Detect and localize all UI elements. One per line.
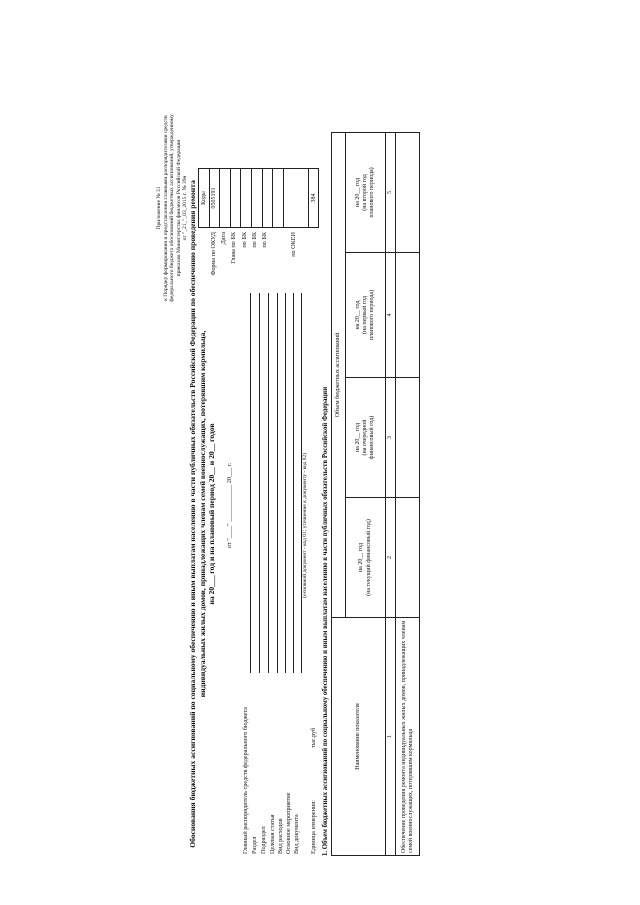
label-bk-3: по БК — [261, 232, 269, 248]
col-plan1-l3: планового периода) — [369, 289, 376, 341]
code-okei: 384 — [308, 169, 319, 228]
label-doc-type: Вид документа — [293, 814, 300, 854]
col-name-header: Наименование показателя — [332, 618, 386, 856]
col-number-2: 2 — [386, 498, 396, 618]
col-number-1: 1 — [386, 618, 396, 856]
cell-next[interactable] — [396, 378, 420, 498]
label-okei: по ОКЕИ — [290, 232, 297, 257]
appendix-line-5: от "_21_"_03_2015 г. № 39н — [182, 175, 188, 241]
row-label: Обеспечение проведения ремонта индивидуальных жилых домов, принадлежащих членам семей военнослужащих, потерявшим кормильца — [396, 618, 420, 856]
appendix-note — [156, 108, 189, 308]
col-next-year — [346, 378, 386, 498]
doc-type-hint: (основной документ - код 01; уточнение к документу - код 02) — [302, 452, 308, 598]
codes-header: Коды — [199, 169, 210, 228]
code-date — [220, 169, 231, 228]
main-manager-underline — [250, 293, 251, 673]
appendix-line-1: Приложение № 31 — [156, 186, 162, 230]
col-plan-1 — [346, 253, 386, 378]
col-plan1-l1: на 20__ год — [354, 300, 361, 330]
cell-plan2[interactable] — [396, 132, 420, 252]
col-current-year — [346, 498, 386, 618]
col-number-3: 3 — [386, 378, 396, 498]
col-plan2-l3: планового периода) — [369, 167, 376, 218]
rotated-form-page — [150, 108, 460, 868]
code-bk-1 — [241, 169, 252, 228]
codes-gap — [283, 169, 308, 228]
col-number-4: 4 — [386, 253, 396, 378]
label-unit: Единица измерения: — [310, 800, 317, 854]
col-number-5: 5 — [386, 132, 396, 252]
code-okud: 0505191 — [209, 169, 220, 228]
col-next-l2: (на очередной — [361, 419, 368, 456]
col-plan-2 — [346, 132, 386, 252]
target-article-underline — [277, 293, 278, 673]
budget-table — [331, 132, 420, 856]
col-current-l2: (на текущий финансовый год) — [365, 519, 372, 596]
label-subsection: Подраздел — [260, 826, 267, 854]
title-line-3: на 20___ год и на плановый период 20__ и 20__ годов — [207, 423, 216, 605]
code-glava — [230, 169, 241, 228]
col-plan2-l1: на 20__ год — [354, 177, 361, 208]
expense-type-underline — [285, 293, 286, 673]
col-current-l1: на 20__ год — [358, 542, 365, 573]
group-header: Объем бюджетных ассигнований — [332, 132, 346, 617]
code-bk-3 — [262, 169, 273, 228]
subsection-underline — [268, 293, 269, 673]
label-okud: Форма по ОКУД — [210, 232, 217, 276]
appendix-line-2: к Порядку формирования и представления главными распорядителями средств — [162, 115, 169, 301]
col-plan1-l2: (на первый год — [361, 296, 368, 335]
unit-value: тыс.руб — [310, 727, 317, 748]
cell-current[interactable] — [396, 498, 420, 618]
codes-labels — [209, 232, 270, 298]
date-line: от "____" ____________ 20___ г. — [226, 462, 233, 548]
label-glava: Глава по БК — [230, 232, 238, 264]
col-plan2-l2: (на второй год — [361, 174, 368, 211]
title-line-1: Обоснования бюджетных ассигнований по социальному обеспечению и иным выплатам населению в части публичных обязательств Российской Федерации по обеспечению проведения ремонта — [188, 180, 197, 848]
codes-table — [198, 168, 319, 228]
code-bk-4 — [273, 169, 284, 228]
label-date: Дата — [220, 232, 228, 245]
col-next-l1: на 20__ год — [354, 422, 361, 453]
label-bk-2: по БК — [250, 232, 258, 248]
col-next-l3: финансовый год) — [369, 415, 376, 460]
section1-title: 1. Объем бюджетных ассигнований по социальному обеспечению и иным выплатам населению в части публичных обязательств Российской Федерации — [322, 386, 329, 856]
title-line-2: индивидуальных жилых домов, принадлежащих членам семей военнослужащих, потерявшим кормильца, — [197, 330, 207, 698]
section-underline — [259, 293, 260, 673]
appendix-line-4: приказом Министерства финансов Российской Федерации — [175, 139, 182, 277]
label-target-article: Целевая статья — [269, 814, 276, 854]
cell-plan1[interactable] — [396, 253, 420, 378]
code-bk-2 — [251, 169, 262, 228]
label-section: Раздел — [251, 836, 258, 854]
label-basic-event: Основное мероприятие — [285, 792, 292, 854]
label-main-manager: Главный распорядитель средств федерального бюджета — [242, 707, 249, 854]
label-bk-1: по БК — [240, 232, 248, 248]
basic-event-underline — [293, 293, 294, 673]
appendix-line-3: федерального бюджета обоснований бюджетных ассигнований, утвержденному — [169, 114, 175, 302]
label-expense-type: Вид расходов — [277, 818, 284, 854]
